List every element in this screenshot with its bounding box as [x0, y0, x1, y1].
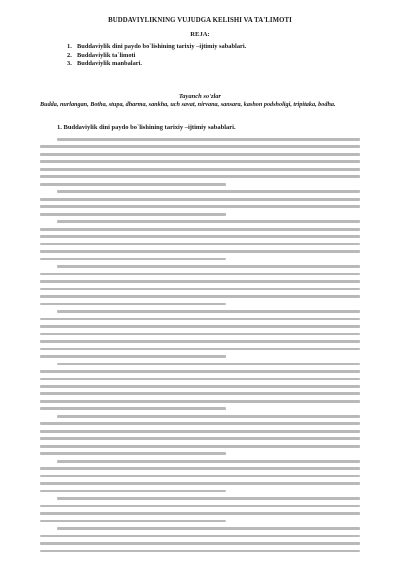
text-line [40, 213, 226, 216]
plan-list [67, 43, 246, 69]
text-line [40, 452, 226, 455]
text-line [40, 258, 226, 261]
text-line [57, 220, 360, 223]
text-line [40, 467, 360, 470]
text-line [40, 542, 360, 545]
text-line [40, 385, 360, 388]
text-line [57, 138, 360, 141]
text-line [40, 482, 360, 485]
text-line [40, 153, 360, 156]
text-line [40, 550, 360, 553]
text-line [57, 363, 360, 366]
body-paragraph [40, 527, 360, 553]
plan-heading: REJA: [190, 31, 210, 38]
text-line [40, 205, 360, 208]
text-line [40, 303, 226, 306]
text-line [40, 505, 360, 508]
body-paragraph [40, 220, 360, 260]
text-line [40, 235, 360, 238]
text-line [40, 355, 226, 358]
body-paragraph [40, 497, 360, 522]
text-line [40, 490, 226, 493]
text-line [40, 288, 360, 291]
text-line [57, 527, 360, 530]
keywords-heading: Tayanch so'zlar [178, 93, 222, 100]
body-paragraph [40, 190, 360, 215]
body-paragraph [40, 265, 360, 305]
text-line [40, 430, 360, 433]
keywords-list: Budda, nurlangan, Botha, stupa, dharma, sankha, uch savat, nirvana, sansara, kashon podsholigi, tripitaka, bodha. [40, 101, 336, 108]
text-line [40, 392, 360, 395]
text-line [40, 512, 360, 515]
body-paragraph [40, 310, 360, 358]
body-paragraph [40, 363, 360, 411]
text-line [40, 437, 360, 440]
text-line [40, 160, 360, 163]
text-line [57, 310, 360, 313]
body-paragraph [40, 138, 360, 186]
text-line [40, 273, 360, 276]
text-line [40, 535, 360, 538]
text-line [40, 520, 226, 523]
document-title: BUDDAVIYLIKNING VUJUDGA KELISHI VA TA'LIMOTI [108, 17, 292, 24]
text-line [40, 175, 360, 178]
text-line [40, 378, 360, 381]
text-line [40, 475, 360, 478]
text-line [40, 422, 360, 425]
text-line [40, 145, 360, 148]
text-line [40, 333, 360, 336]
plan-item: 2. Buddaviylik ta`limoti [67, 51, 136, 59]
text-line [57, 497, 360, 500]
text-line [40, 445, 360, 448]
text-line [57, 265, 360, 268]
body-text [40, 138, 360, 553]
body-paragraph [40, 415, 360, 455]
text-line [40, 183, 226, 186]
text-line [40, 243, 360, 246]
plan-item: 3. Buddaviylik manbalari. [67, 60, 142, 68]
text-line [40, 325, 360, 328]
text-line [40, 228, 360, 231]
text-line [40, 318, 360, 321]
text-line [40, 295, 360, 298]
text-line [40, 370, 360, 373]
text-line [40, 407, 226, 410]
text-line [40, 250, 360, 253]
text-line [57, 190, 360, 193]
text-line [40, 280, 360, 283]
text-line [57, 415, 360, 418]
plan-item: 1. Buddaviylik dini paydo bo`lishining tarixiy –ijtimiy sabablari. [67, 43, 247, 50]
body-paragraph [40, 460, 360, 493]
text-line [40, 348, 360, 351]
text-line [40, 340, 360, 343]
text-line [40, 168, 360, 171]
text-line [40, 400, 360, 403]
section-heading: 1. Buddaviylik dini paydo bo`lishining tarixiy –ijtimiy sabablari. [57, 124, 236, 131]
text-line [40, 198, 360, 201]
text-line [57, 460, 360, 463]
